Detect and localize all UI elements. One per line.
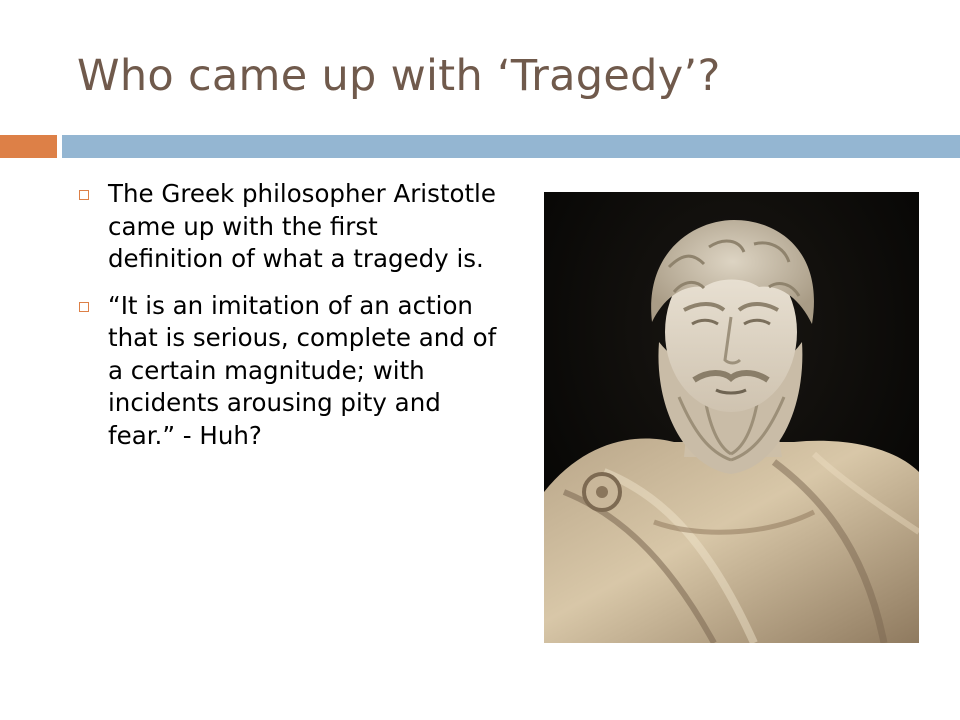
bullet-text: The Greek philosopher Aristotle came up with the first definition of what a tragedy is. [108, 179, 496, 273]
aristotle-bust-image [544, 192, 919, 643]
accent-bar-blue [62, 135, 960, 158]
square-bullet-icon [79, 302, 89, 312]
accent-bar-orange [0, 135, 57, 158]
bullet-text: “It is an imitation of an action that is serious, complete and of a certain magnitude; with incidents arousing pity and fear.” - Huh? [108, 290, 497, 450]
bullet-item [77, 290, 497, 453]
square-bullet-icon [79, 190, 89, 200]
bullet-list [77, 178, 497, 466]
slide-title: Who came up with ‘Tragedy’? [77, 51, 721, 101]
bullet-item [77, 178, 497, 276]
aristotle-bust-illustration [544, 192, 919, 643]
